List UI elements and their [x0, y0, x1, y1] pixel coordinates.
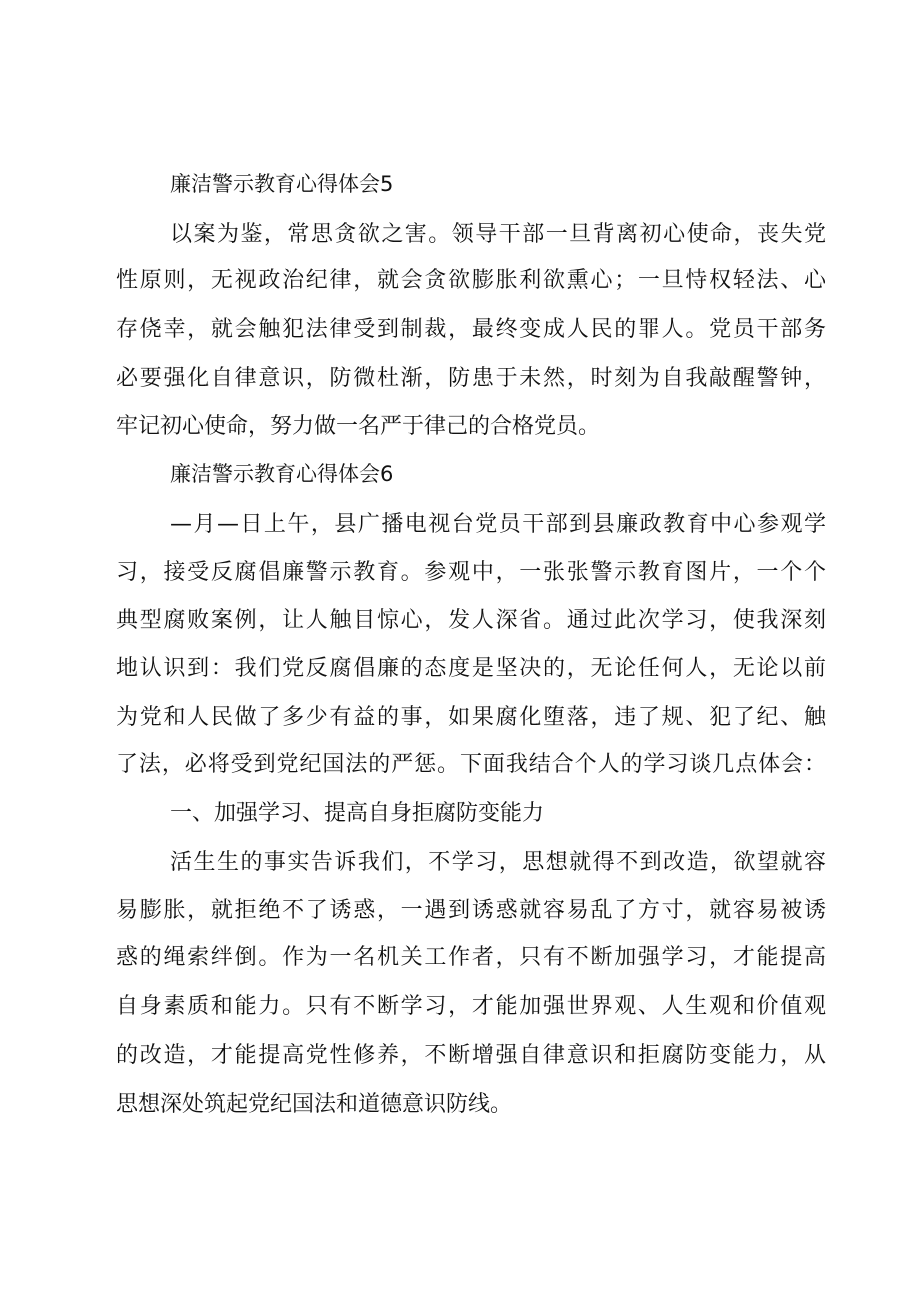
section6-intro-line-1: —月—日上午，县广播电视台党员干部到县廉政教育中心参观学 — [170, 512, 826, 537]
section5-line-5: 牢记初心使命，努力做一名严于律己的合格党员。 — [116, 414, 601, 439]
section6-body-line-2: 易膨胀，就拒绝不了诱惑，一遇到诱惑就容易乱了方寸，就容易被诱 — [116, 898, 826, 923]
section5-line-3: 存侥幸，就会触犯法律受到制裁，最终变成人民的罪人。党员干部务 — [116, 317, 826, 342]
section5-line-1: 以案为鉴，常思贪欲之害。领导干部一旦背离初心使命，丧失党 — [170, 222, 826, 247]
section6-subheading: 一、加强学习、提高自身拒腐防变能力 — [170, 801, 545, 826]
section6-intro-line-3: 典型腐败案例，让人触目惊心，发人深省。通过此次学习，使我深刻 — [116, 608, 826, 633]
section6-body-line-3: 惑的绳索绊倒。作为一名机关工作者，只有不断加强学习，才能提高 — [116, 945, 826, 970]
section6-intro-line-4: 地认识到：我们党反腐倡廉的态度是坚决的，无论任何人，无论以前 — [116, 656, 826, 681]
section6-intro-line-5: 为党和人民做了多少有益的事，如果腐化堕落，违了规、犯了纪、触 — [116, 705, 826, 730]
section5-line-2: 性原则，无视政治纪律，就会贪欲膨胀利欲熏心；一旦恃权轻法、心 — [116, 268, 826, 293]
section6-body-line-6: 思想深处筑起党纪国法和道德意识防线。 — [116, 1092, 513, 1117]
section6-intro-line-2: 习，接受反腐倡廉警示教育。参观中，一张张警示教育图片，一个个 — [116, 560, 826, 585]
section6-body-line-5: 的改造，才能提高党性修养，不断增强自律意识和拒腐防变能力，从 — [116, 1043, 826, 1068]
section6-intro-line-6: 了法，必将受到党纪国法的严惩。下面我结合个人的学习谈几点体会： — [116, 752, 826, 777]
section5-line-4: 必要强化自律意识，防微杜渐，防患于未然，时刻为自我敲醒警钟， — [116, 366, 826, 391]
section6-heading: 廉洁警示教育心得体会6 — [170, 462, 394, 486]
section6-body-line-1: 活生生的事实告诉我们，不学习，思想就得不到改造，欲望就容 — [170, 850, 826, 875]
section5-heading: 廉洁警示教育心得体会5 — [170, 172, 394, 196]
section6-body-line-4: 自身素质和能力。只有不断学习，才能加强世界观、人生观和价值观 — [116, 994, 826, 1019]
